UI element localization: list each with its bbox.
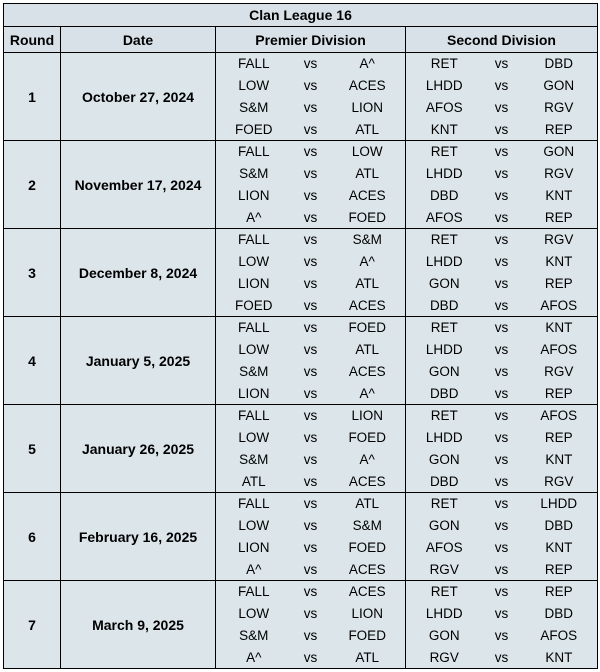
match-row	[216, 449, 405, 471]
second-division-games	[406, 317, 598, 405]
vs-label: vs	[303, 363, 318, 379]
second-division-games	[406, 493, 598, 581]
home-team: RET	[430, 408, 458, 424]
home-team: GON	[428, 275, 460, 291]
second-games-list	[406, 317, 597, 404]
away-team: A^	[359, 254, 375, 270]
vs-label: vs	[303, 584, 318, 600]
schedule-table	[3, 3, 598, 669]
home-team: GON	[428, 363, 460, 379]
home-team: GON	[428, 451, 460, 467]
second-division-games	[406, 229, 598, 317]
match-row	[406, 141, 597, 163]
away-team: REP	[544, 275, 573, 291]
vs-label: vs	[494, 496, 509, 512]
away-team: KNT	[545, 187, 573, 203]
round-number: 5	[4, 405, 61, 493]
home-team: GON	[428, 518, 460, 534]
vs-label: vs	[303, 408, 318, 424]
vs-label: vs	[303, 451, 318, 467]
vs-label: vs	[303, 649, 318, 665]
vs-label: vs	[494, 606, 509, 622]
match-row	[216, 493, 405, 515]
vs-label: vs	[494, 385, 509, 401]
home-team: DBD	[429, 297, 459, 313]
match-row	[216, 229, 405, 251]
home-team: DBD	[429, 473, 459, 489]
table-title: Clan League 16	[4, 4, 598, 27]
vs-label: vs	[494, 363, 509, 379]
vs-label: vs	[494, 232, 509, 248]
vs-label: vs	[303, 496, 318, 512]
home-team: S&M	[239, 99, 269, 115]
away-team: REP	[544, 209, 573, 225]
premier-games-list	[216, 405, 405, 492]
vs-label: vs	[303, 320, 318, 336]
away-team: ACES	[348, 363, 386, 379]
match-row	[216, 53, 405, 75]
away-team: LOW	[351, 144, 383, 160]
home-team: LOW	[238, 78, 270, 94]
round-date: January 5, 2025	[61, 317, 216, 405]
away-team: DBD	[544, 518, 574, 534]
match-row	[216, 97, 405, 119]
home-team: FALL	[238, 584, 270, 600]
match-row	[406, 251, 597, 273]
away-team: ATL	[355, 166, 380, 182]
home-team: AFOS	[425, 209, 463, 225]
home-team: LHDD	[425, 430, 463, 446]
away-team: ATL	[355, 275, 380, 291]
rounds-body	[4, 53, 598, 669]
match-row	[216, 470, 405, 492]
match-row	[406, 470, 597, 492]
vs-label: vs	[303, 99, 318, 115]
away-team: ATL	[355, 496, 380, 512]
round-row	[4, 317, 598, 405]
home-team: RGV	[429, 649, 459, 665]
home-team: RET	[430, 496, 458, 512]
away-team: A^	[359, 451, 375, 467]
home-team: LION	[238, 385, 270, 401]
home-team: LION	[238, 539, 270, 555]
second-division-games	[406, 53, 598, 141]
home-team: RGV	[429, 561, 459, 577]
away-team: AFOS	[540, 408, 578, 424]
vs-label: vs	[494, 408, 509, 424]
match-row	[216, 185, 405, 207]
vs-label: vs	[494, 584, 509, 600]
round-row	[4, 405, 598, 493]
match-row	[406, 294, 597, 316]
away-team: FOED	[348, 430, 386, 446]
premier-games-list	[216, 229, 405, 316]
vs-label: vs	[494, 297, 509, 313]
second-games-list	[406, 53, 597, 140]
round-date: October 27, 2024	[61, 53, 216, 141]
away-team: ATL	[355, 121, 380, 137]
vs-label: vs	[303, 606, 318, 622]
match-row	[406, 185, 597, 207]
match-row	[406, 646, 597, 668]
away-team: GON	[543, 144, 575, 160]
match-row	[216, 273, 405, 295]
round-row	[4, 493, 598, 581]
home-team: ATL	[241, 473, 266, 489]
match-row	[406, 118, 597, 140]
premier-division-games	[216, 581, 406, 669]
home-team: LHDD	[425, 254, 463, 270]
premier-games-list	[216, 317, 405, 404]
round-date: February 16, 2025	[61, 493, 216, 581]
round-date: March 9, 2025	[61, 581, 216, 669]
away-team: KNT	[545, 649, 573, 665]
second-division-games	[406, 405, 598, 493]
away-team: S&M	[352, 518, 382, 534]
premier-division-games	[216, 493, 406, 581]
away-team: ACES	[348, 473, 386, 489]
match-row	[216, 581, 405, 603]
vs-label: vs	[303, 430, 318, 446]
match-row	[406, 53, 597, 75]
away-team: AFOS	[540, 342, 578, 358]
vs-label: vs	[494, 451, 509, 467]
away-team: S&M	[352, 232, 382, 248]
match-row	[216, 625, 405, 647]
away-team: ATL	[355, 342, 380, 358]
round-number: 7	[4, 581, 61, 669]
header-round: Round	[4, 27, 61, 53]
match-row	[216, 141, 405, 163]
vs-label: vs	[303, 121, 318, 137]
vs-label: vs	[303, 539, 318, 555]
away-team: REP	[544, 430, 573, 446]
vs-label: vs	[494, 342, 509, 358]
vs-label: vs	[494, 209, 509, 225]
second-division-games	[406, 141, 598, 229]
away-team: LION	[351, 408, 383, 424]
vs-label: vs	[494, 78, 509, 94]
home-team: A^	[246, 209, 262, 225]
round-date: November 17, 2024	[61, 141, 216, 229]
home-team: DBD	[429, 385, 459, 401]
away-team: REP	[544, 121, 573, 137]
home-team: KNT	[430, 121, 458, 137]
vs-label: vs	[303, 187, 318, 203]
vs-label: vs	[303, 275, 318, 291]
vs-label: vs	[303, 78, 318, 94]
away-team: LHDD	[540, 496, 578, 512]
match-row	[216, 427, 405, 449]
home-team: RET	[430, 144, 458, 160]
vs-label: vs	[494, 539, 509, 555]
away-team: ATL	[355, 649, 380, 665]
vs-label: vs	[494, 187, 509, 203]
round-date: January 26, 2025	[61, 405, 216, 493]
away-team: FOED	[348, 539, 386, 555]
match-row	[406, 75, 597, 97]
match-row	[216, 515, 405, 537]
away-team: RGV	[544, 473, 574, 489]
round-row	[4, 581, 598, 669]
vs-label: vs	[494, 56, 509, 72]
away-team: AFOS	[540, 297, 578, 313]
match-row	[406, 382, 597, 404]
round-number: 1	[4, 53, 61, 141]
away-team: AFOS	[540, 627, 578, 643]
match-row	[406, 515, 597, 537]
match-row	[216, 118, 405, 140]
premier-games-list	[216, 493, 405, 580]
match-row	[216, 206, 405, 228]
vs-label: vs	[303, 385, 318, 401]
away-team: RGV	[544, 166, 574, 182]
vs-label: vs	[303, 254, 318, 270]
home-team: FALL	[238, 232, 270, 248]
match-row	[216, 339, 405, 361]
away-team: FOED	[348, 209, 386, 225]
home-team: LOW	[238, 342, 270, 358]
home-team: RET	[430, 56, 458, 72]
match-row	[406, 558, 597, 580]
match-row	[406, 427, 597, 449]
match-row	[406, 273, 597, 295]
away-team: DBD	[544, 56, 574, 72]
away-team: FOED	[348, 627, 386, 643]
home-team: LOW	[238, 606, 270, 622]
vs-label: vs	[303, 297, 318, 313]
vs-label: vs	[494, 254, 509, 270]
away-team: A^	[359, 56, 375, 72]
away-team: ACES	[348, 297, 386, 313]
home-team: LOW	[238, 254, 270, 270]
match-row	[216, 603, 405, 625]
vs-label: vs	[303, 627, 318, 643]
vs-label: vs	[303, 144, 318, 160]
home-team: FALL	[238, 56, 270, 72]
match-row	[216, 405, 405, 427]
premier-division-games	[216, 405, 406, 493]
match-row	[406, 449, 597, 471]
vs-label: vs	[303, 232, 318, 248]
away-team: KNT	[545, 451, 573, 467]
premier-division-games	[216, 317, 406, 405]
match-row	[406, 163, 597, 185]
away-team: FOED	[348, 320, 386, 336]
home-team: LHDD	[425, 342, 463, 358]
match-row	[216, 382, 405, 404]
match-row	[216, 361, 405, 383]
away-team: REP	[544, 584, 573, 600]
second-division-games	[406, 581, 598, 669]
match-row	[406, 581, 597, 603]
home-team: S&M	[239, 363, 269, 379]
premier-division-games	[216, 53, 406, 141]
away-team: RGV	[544, 99, 574, 115]
header-date: Date	[61, 27, 216, 53]
home-team: LHDD	[425, 166, 463, 182]
away-team: ACES	[348, 78, 386, 94]
round-date: December 8, 2024	[61, 229, 216, 317]
home-team: A^	[246, 561, 262, 577]
match-row	[216, 294, 405, 316]
round-number: 6	[4, 493, 61, 581]
away-team: ACES	[348, 187, 386, 203]
vs-label: vs	[303, 342, 318, 358]
vs-label: vs	[494, 473, 509, 489]
vs-label: vs	[494, 649, 509, 665]
home-team: LION	[238, 187, 270, 203]
vs-label: vs	[494, 561, 509, 577]
match-row	[216, 537, 405, 559]
match-row	[406, 361, 597, 383]
home-team: LION	[238, 275, 270, 291]
away-team: REP	[544, 561, 573, 577]
match-row	[406, 405, 597, 427]
match-row	[406, 317, 597, 339]
match-row	[406, 493, 597, 515]
vs-label: vs	[494, 99, 509, 115]
match-row	[216, 251, 405, 273]
premier-games-list	[216, 581, 405, 668]
home-team: DBD	[429, 187, 459, 203]
away-team: KNT	[545, 539, 573, 555]
match-row	[216, 646, 405, 668]
away-team: LION	[351, 99, 383, 115]
home-team: S&M	[239, 627, 269, 643]
vs-label: vs	[494, 430, 509, 446]
away-team: LION	[351, 606, 383, 622]
away-team: A^	[359, 385, 375, 401]
vs-label: vs	[303, 56, 318, 72]
vs-label: vs	[494, 121, 509, 137]
header-second-division: Second Division	[406, 27, 598, 53]
home-team: FALL	[238, 144, 270, 160]
vs-label: vs	[303, 473, 318, 489]
away-team: REP	[544, 385, 573, 401]
home-team: GON	[428, 627, 460, 643]
vs-label: vs	[494, 166, 509, 182]
home-team: FALL	[238, 320, 270, 336]
premier-games-list	[216, 53, 405, 140]
match-row	[406, 537, 597, 559]
away-team: KNT	[545, 320, 573, 336]
round-number: 2	[4, 141, 61, 229]
home-team: RET	[430, 232, 458, 248]
away-team: DBD	[544, 606, 574, 622]
vs-label: vs	[494, 275, 509, 291]
home-team: LHDD	[425, 78, 463, 94]
home-team: A^	[246, 649, 262, 665]
away-team: ACES	[348, 584, 386, 600]
home-team: AFOS	[425, 539, 463, 555]
vs-label: vs	[494, 144, 509, 160]
round-number: 4	[4, 317, 61, 405]
match-row	[406, 97, 597, 119]
vs-label: vs	[303, 209, 318, 225]
second-games-list	[406, 229, 597, 316]
vs-label: vs	[303, 561, 318, 577]
match-row	[216, 317, 405, 339]
vs-label: vs	[303, 166, 318, 182]
home-team: LOW	[238, 518, 270, 534]
second-games-list	[406, 405, 597, 492]
match-row	[406, 206, 597, 228]
home-team: S&M	[239, 166, 269, 182]
home-team: AFOS	[425, 99, 463, 115]
second-games-list	[406, 581, 597, 668]
home-team: FOED	[235, 297, 273, 313]
match-row	[406, 625, 597, 647]
away-team: RGV	[544, 232, 574, 248]
round-number: 3	[4, 229, 61, 317]
premier-division-games	[216, 141, 406, 229]
vs-label: vs	[494, 320, 509, 336]
match-row	[216, 75, 405, 97]
home-team: FALL	[238, 496, 270, 512]
round-row	[4, 53, 598, 141]
home-team: RET	[430, 320, 458, 336]
match-row	[216, 163, 405, 185]
vs-label: vs	[494, 518, 509, 534]
away-team: KNT	[545, 254, 573, 270]
home-team: LOW	[238, 430, 270, 446]
home-team: FALL	[238, 408, 270, 424]
home-team: S&M	[239, 451, 269, 467]
match-row	[216, 558, 405, 580]
round-row	[4, 229, 598, 317]
away-team: RGV	[544, 363, 574, 379]
premier-games-list	[216, 141, 405, 228]
match-row	[406, 603, 597, 625]
round-row	[4, 141, 598, 229]
vs-label: vs	[303, 518, 318, 534]
home-team: RET	[430, 584, 458, 600]
away-team: GON	[543, 78, 575, 94]
second-games-list	[406, 493, 597, 580]
header-premier-division: Premier Division	[216, 27, 406, 53]
home-team: LHDD	[425, 606, 463, 622]
match-row	[406, 229, 597, 251]
premier-division-games	[216, 229, 406, 317]
match-row	[406, 339, 597, 361]
second-games-list	[406, 141, 597, 228]
vs-label: vs	[494, 627, 509, 643]
away-team: ACES	[348, 561, 386, 577]
home-team: FOED	[235, 121, 273, 137]
